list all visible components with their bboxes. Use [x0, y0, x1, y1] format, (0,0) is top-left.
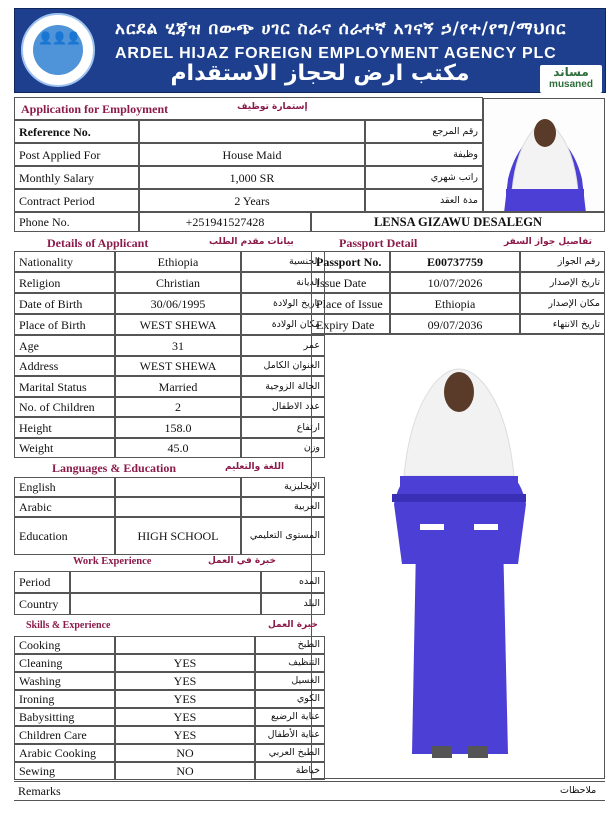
musaned-arabic: مساند — [553, 65, 589, 79]
skill-row-label: Sewing — [14, 762, 115, 780]
application-title-row — [14, 97, 483, 120]
passport-row-label: Expiry Date — [311, 314, 390, 335]
language-row-value: HIGH SCHOOL — [115, 517, 241, 555]
languages-title-ar: اللغة والتعليم — [225, 462, 285, 472]
applicant-row-value: Christian — [115, 272, 241, 293]
applicant-row-label-ar: وزن — [241, 438, 325, 458]
skill-row-value: YES — [115, 690, 255, 708]
language-row-value — [115, 497, 241, 517]
applicant-row-label: Address — [14, 356, 115, 376]
application-row-value: 2 Years — [139, 189, 365, 212]
header-banner — [14, 8, 606, 93]
applicant-row-value: WEST SHEWA — [115, 314, 241, 335]
skill-row-label: Cooking — [14, 636, 115, 654]
applicant-row-value: 45.0 — [115, 438, 241, 458]
applicant-row-label-ar: عدد الاطفال — [241, 397, 325, 417]
passport-row-label-ar: تاريخ الانتهاء — [520, 314, 605, 335]
passport-row-label-ar: رقم الجواز — [520, 251, 605, 272]
skill-row-value — [115, 636, 255, 654]
language-row-label: Arabic — [14, 497, 115, 517]
remarks-label: Remarks — [18, 784, 61, 798]
application-row-label-ar: رقم المرجع — [365, 120, 483, 143]
phone-label: Phone No. — [14, 212, 139, 232]
passport-title-ar: تفاصيل جواز السفر — [504, 237, 593, 247]
application-row-label: Monthly Salary — [14, 166, 139, 189]
application-title: Application for Employment — [21, 102, 169, 116]
applicant-row-label-ar: تاريخ الولادة — [241, 293, 325, 314]
applicant-row-label-ar: ارتفاع — [241, 417, 325, 438]
agency-logo — [21, 13, 95, 87]
applicant-row-label-ar: الديانة — [241, 272, 325, 293]
skill-row-label-ar: عناية الرضيع — [255, 708, 325, 726]
applicant-row-value: 158.0 — [115, 417, 241, 438]
work-title: Work Experience — [73, 556, 152, 567]
applicant-row-label-ar: عمر — [241, 335, 325, 356]
passport-row-label-ar: تاريخ الإصدار — [520, 272, 605, 293]
skill-row-label-ar: الكوي — [255, 690, 325, 708]
language-row-value — [115, 477, 241, 497]
application-row-label-ar: مدة العقد — [365, 189, 483, 212]
skill-row-value: YES — [115, 672, 255, 690]
work-row-value — [70, 571, 261, 593]
skill-row-label-ar: الغسيل — [255, 672, 325, 690]
header-arabic: مكتب ارض لحجاز الاستقدام — [170, 61, 470, 86]
applicant-row-value: Married — [115, 376, 241, 397]
application-row-label-ar: وظيفة — [365, 143, 483, 166]
musaned-english: musaned — [549, 79, 593, 90]
musaned-logo — [540, 65, 602, 93]
applicant-row-label-ar: العنوان الكامل — [241, 356, 325, 376]
skill-row-label-ar: التنظيف — [255, 654, 325, 672]
application-row-label-ar: راتب شهري — [365, 166, 483, 189]
people-icon: 👤👤👤 — [38, 31, 80, 45]
applicant-row-label: Place of Birth — [14, 314, 115, 335]
applicant-row-value: 30/06/1995 — [115, 293, 241, 314]
application-title-ar: إستمارة توظيف — [237, 102, 308, 112]
applicant-row-value: WEST SHEWA — [115, 356, 241, 376]
applicant-row-label: Age — [14, 335, 115, 356]
passport-row-label: Issue Date — [311, 272, 390, 293]
work-row-label: Period — [14, 571, 70, 593]
passport-row-label: Passport No. — [311, 251, 390, 272]
passport-row-value: 09/07/2036 — [390, 314, 520, 335]
skill-row-value: NO — [115, 744, 255, 762]
header-english: ARDEL HIJAZ FOREIGN EMPLOYMENT AGENCY PLC — [115, 45, 557, 62]
header-amharic: አርደል ሂጃዝ በውጭ ሀገር ስራና ሰራተኛ አገናኝ ኃ/የተ/የግ/ማህበር — [115, 19, 567, 39]
passport-row-label-ar: مكان الإصدار — [520, 293, 605, 314]
skill-row-value: YES — [115, 654, 255, 672]
remarks-label-ar: ملاحظات — [560, 785, 597, 796]
applicant-photo-full — [311, 333, 605, 779]
language-row-label: Education — [14, 517, 115, 555]
applicant-row-label-ar: الحالة الزوجية — [241, 376, 325, 397]
work-title-ar: خبرة في العمل — [208, 556, 276, 566]
skills-title-ar: خبرة العمل — [268, 620, 318, 630]
skill-row-label-ar: الطبخ العربي — [255, 744, 325, 762]
language-row-label: English — [14, 477, 115, 497]
applicant-row-value: 2 — [115, 397, 241, 417]
language-row-label-ar: المستوى التعليمي — [241, 517, 325, 555]
work-row-label-ar: المده — [261, 571, 325, 593]
applicant-title: Details of Applicant — [47, 236, 149, 250]
application-row-value: 1,000 SR — [139, 166, 365, 189]
passport-row-label: Place of Issue — [311, 293, 390, 314]
application-row-value — [139, 120, 365, 143]
application-row-label: Reference No. — [14, 120, 139, 143]
phone-value: +251941527428 — [139, 212, 311, 232]
skill-row-value: NO — [115, 762, 255, 780]
work-row-label: Country — [14, 593, 70, 615]
language-row-label-ar: الإنجليزية — [241, 477, 325, 497]
passport-row-value: Ethiopia — [390, 293, 520, 314]
skill-row-label-ar: خياطة — [255, 762, 325, 780]
applicant-row-label: Date of Birth — [14, 293, 115, 314]
skills-title: Skills & Experience — [26, 620, 111, 631]
applicant-row-label: Marital Status — [14, 376, 115, 397]
skill-row-label: Washing — [14, 672, 115, 690]
language-row-label-ar: العربية — [241, 497, 325, 517]
skill-row-label: Children Care — [14, 726, 115, 744]
passport-title: Passport Detail — [339, 236, 418, 250]
work-row-label-ar: البلد — [261, 593, 325, 615]
skill-row-value: YES — [115, 726, 255, 744]
applicant-title-ar: بيانات مقدم الطلب — [209, 237, 294, 247]
applicant-row-value: Ethiopia — [115, 251, 241, 272]
remarks-row — [14, 781, 605, 801]
applicant-row-label: Religion — [14, 272, 115, 293]
application-row-label: Post Applied For — [14, 143, 139, 166]
skill-row-label: Arabic Cooking — [14, 744, 115, 762]
skill-row-label: Babysitting — [14, 708, 115, 726]
applicant-name: LENSA GIZAWU DESALEGN — [311, 212, 605, 232]
applicant-row-value: 31 — [115, 335, 241, 356]
skill-row-value: YES — [115, 708, 255, 726]
skill-row-label-ar: عناية الأطفال — [255, 726, 325, 744]
applicant-row-label: Height — [14, 417, 115, 438]
passport-row-value: 10/07/2026 — [390, 272, 520, 293]
skill-row-label-ar: الطبخ — [255, 636, 325, 654]
skill-row-label: Ironing — [14, 690, 115, 708]
applicant-row-label-ar: مكان الولادة — [241, 314, 325, 335]
application-row-value: House Maid — [139, 143, 365, 166]
applicant-row-label: Nationality — [14, 251, 115, 272]
work-row-value — [70, 593, 261, 615]
application-row-label: Contract Period — [14, 189, 139, 212]
applicant-photo-portrait — [483, 98, 605, 212]
languages-title: Languages & Education — [52, 461, 177, 475]
passport-row-value: E00737759 — [390, 251, 520, 272]
skill-row-label: Cleaning — [14, 654, 115, 672]
applicant-row-label: No. of Children — [14, 397, 115, 417]
applicant-row-label: Weight — [14, 438, 115, 458]
applicant-row-label-ar: الجنسية — [241, 251, 325, 272]
